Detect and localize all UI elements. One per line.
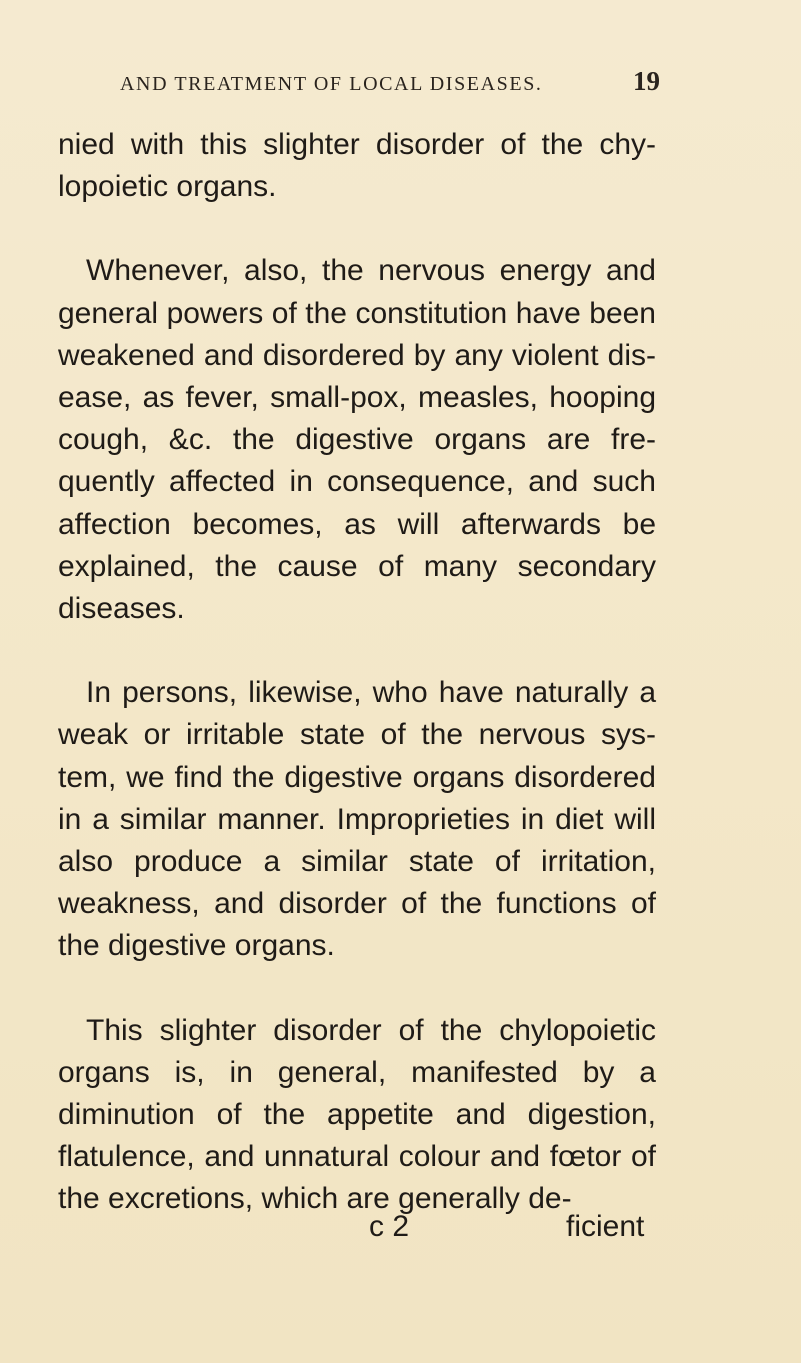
paragraph-continuation: nied with this slighter disorder of the chy-lopoietic organs. [58, 128, 656, 204]
running-head [120, 66, 660, 97]
signature-mark: c 2 [369, 1210, 410, 1243]
page-footer [0, 1210, 801, 1250]
body-text [58, 124, 656, 1221]
paragraph-nervous-energy: Whenever, also, the nervous energy and general powers of the constitution have been weakened and disordered by any violent dis-ease, as fever, small-pox, measles, hooping cough, &c. the digestive organs are fre-quently affected in consequence, and such affection becomes, as will afterwards be explained, the cause of many secondary diseases. [58, 254, 656, 626]
running-title: AND TREATMENT OF LOCAL DISEASES. [120, 73, 543, 95]
paragraph-irritable-state: In persons, likewise, who have naturally a weak or irritable state of the nervous sys-tem, we find the digestive organs disordered in a similar manner. Improprieties in diet will also produce a similar state of irritation, weakness, and disorder of the functions of the digestive organs. [58, 676, 656, 963]
catchword: ficient [566, 1210, 645, 1243]
paragraph-slighter-disorder: This slighter disorder of the chylopoietic organs is, in general, manifested by a diminution of the appetite and digestion, flatulence, and unnatural colour and fœtor of the excretions, which are generally de- [58, 1013, 656, 1216]
page-number: 19 [633, 66, 660, 96]
